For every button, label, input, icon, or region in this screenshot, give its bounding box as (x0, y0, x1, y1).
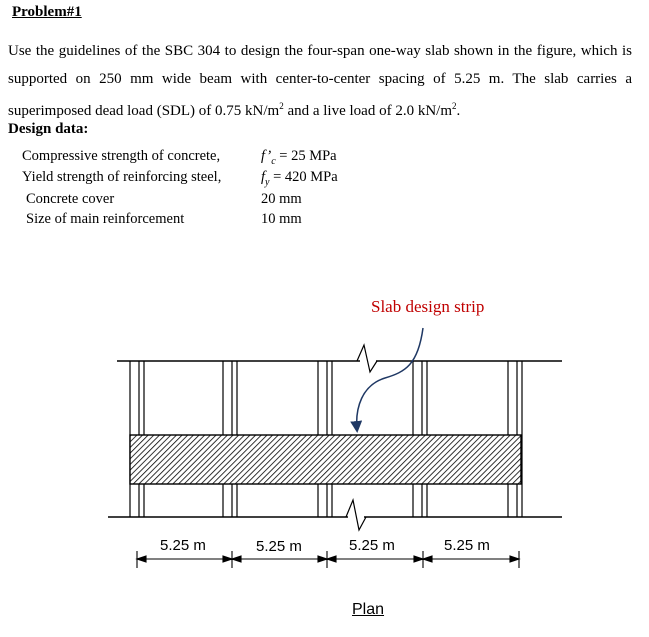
figure-caption: Plan (352, 601, 385, 618)
statement-line-1: Use the guidelines of the SBC 304 to design the four-span one-way slab shown in the figure, which is (8, 43, 632, 59)
design-data-label-fc: Compressive strength of concrete, (22, 148, 221, 164)
span-4-dimension: 5.25 m (444, 537, 490, 554)
fc-symbol: $f’_c$ (261, 148, 276, 167)
statement-line-2: supported on 250 mm wide beam with center-to-center spacing of 5.25 m. The slab carries a (8, 70, 632, 87)
slab-design-strip (130, 435, 521, 484)
design-data-value-bar: 10 mm (261, 211, 302, 227)
design-data-label-bar: Size of main reinforcement (26, 211, 185, 227)
statement-line-3: superimposed dead load (SDL) of 0.75 $kN/m^2$ and a live load of 2.0 $kN/m^2$. (8, 101, 461, 119)
span-1-dimension: 5.25 m (160, 537, 206, 554)
break-line-top (357, 345, 377, 372)
design-data-label-fy: Yield strength of reinforcing steel, (22, 169, 222, 185)
design-data-heading: Design data: (8, 121, 89, 137)
design-data-value-fc: $f’_c = 25$ MPa (261, 148, 337, 167)
problem-title: Problem#1 (12, 4, 82, 20)
span-3-dimension: 5.25 m (349, 537, 395, 554)
span-2-dimension: 5.25 m (256, 538, 302, 555)
design-data-value-cover: 20 mm (261, 191, 302, 207)
break-line-bottom (346, 500, 366, 530)
design-data-value-fy: $f_y = 420$ MPa (261, 169, 338, 188)
slab-design-strip-label: Slab design strip (371, 297, 485, 316)
design-data-label-cover: Concrete cover (26, 191, 115, 207)
fy-symbol: $f_y$ (261, 169, 270, 188)
